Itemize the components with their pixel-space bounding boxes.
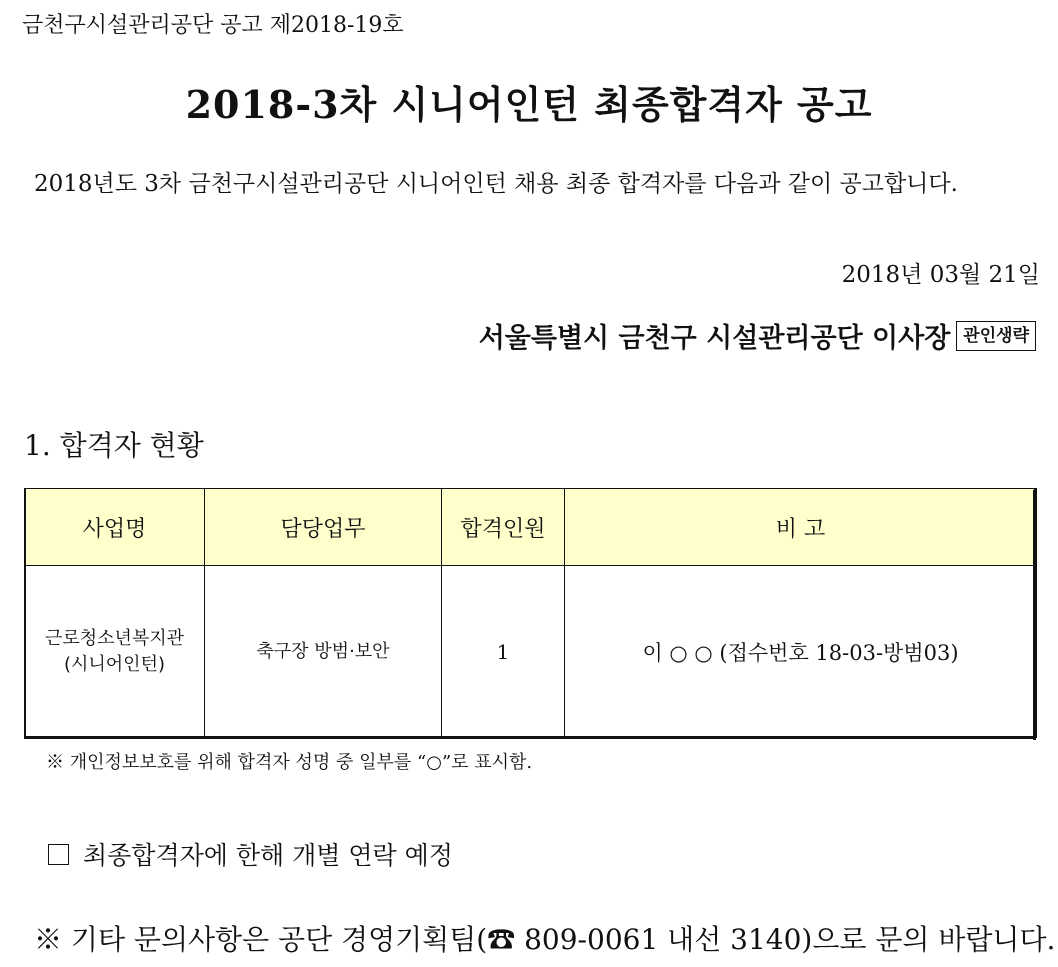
issuer-name: 서울특별시 금천구 시설관리공단 이사장 [478, 323, 951, 354]
checkbox-icon [48, 844, 69, 865]
column-header-count: 합격인원 [442, 489, 565, 566]
cell-business [25, 566, 205, 738]
business-subtitle: (시니어인턴) [64, 653, 165, 675]
cell-remark: 이 ○ ○ (접수번호 18-03-방범03) [565, 566, 1037, 738]
business-name: 근로청소년복지관 [44, 627, 185, 649]
table-shadow-right [1033, 490, 1036, 740]
table-shadow-bottom [24, 736, 1036, 739]
contact-note: 최종합격자에 한해 개별 연락 예정 [83, 841, 453, 870]
issuer-block [479, 316, 1036, 355]
result-table [24, 488, 1037, 738]
notice-number: 금천구시설관리공단 공고 제2018-19호 [22, 13, 404, 38]
seal-omitted-box: 관인생략 [956, 321, 1036, 351]
inquiry-note: ※ 기타 문의사항은 공단 경영기획팀(☎ 809-0061 내선 3140)으로 문의 바랍니다. [34, 923, 1056, 956]
privacy-note: ※ 개인정보보호를 위해 합격자 성명 중 일부를 “○”로 표시함. [46, 752, 533, 773]
cell-duty: 축구장 방범·보안 [205, 566, 442, 738]
column-header-remark: 비 고 [565, 489, 1037, 566]
intro-text: 2018년도 3차 금천구시설관리공단 시니어인턴 채용 최종 합격자를 다음과 같이 공고합니다. [34, 171, 958, 197]
column-header-duty: 담당업무 [205, 489, 442, 566]
page-title: 2018-3차 시니어인턴 최종합격자 공고 [185, 82, 873, 127]
table-header-row [25, 489, 1037, 566]
table-row [25, 566, 1037, 738]
notice-date: 2018년 03월 21일 [841, 262, 1040, 288]
cell-count: 1 [442, 566, 565, 738]
contact-note-row [48, 836, 453, 872]
section-heading: 1. 합격자 현황 [24, 429, 204, 462]
column-header-business: 사업명 [25, 489, 205, 566]
